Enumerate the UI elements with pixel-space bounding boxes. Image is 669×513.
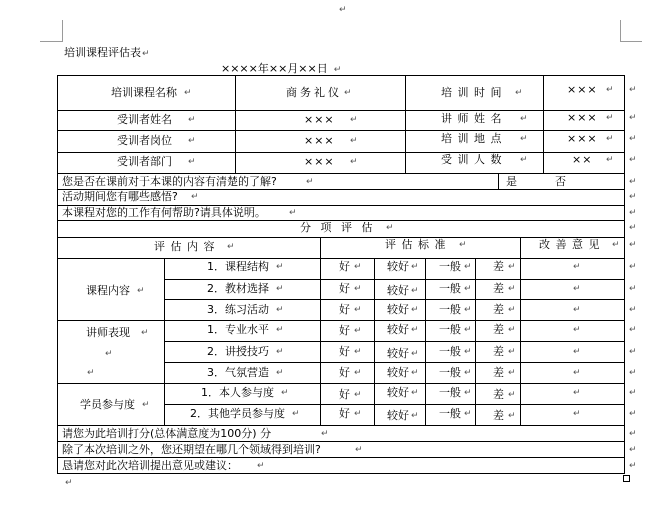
table-rule bbox=[57, 457, 625, 458]
paragraph-mark: ↵ bbox=[508, 411, 516, 421]
paragraph-mark: ↵ bbox=[606, 134, 614, 144]
paragraph-mark: ↵ bbox=[573, 284, 581, 294]
question-insights: 活动期间您有哪些感悟? bbox=[62, 190, 178, 203]
trainee-count-label: 受 训 人 数 bbox=[441, 153, 503, 166]
paragraph-mark: ↵ bbox=[573, 409, 581, 419]
paragraph-mark: ↵ bbox=[227, 242, 235, 252]
paragraph-mark: ↵ bbox=[573, 388, 581, 398]
answer-no[interactable]: 否 bbox=[555, 175, 566, 188]
paragraph-mark: ↵ bbox=[411, 262, 419, 272]
paragraph-mark: ↵ bbox=[629, 113, 637, 123]
paragraph-mark: ↵ bbox=[573, 325, 581, 335]
table-rule bbox=[57, 441, 625, 442]
table-rule bbox=[57, 425, 625, 426]
table-rule bbox=[374, 258, 375, 426]
paragraph-mark: ↵ bbox=[629, 368, 637, 378]
rating-option[interactable]: 差 bbox=[493, 345, 504, 358]
paragraph-mark: ↵ bbox=[464, 409, 472, 419]
paragraph-mark: ↵ bbox=[87, 368, 95, 378]
paragraph-mark: ↵ bbox=[629, 223, 637, 233]
rating-option[interactable]: 好 bbox=[339, 303, 350, 316]
paragraph-mark: ↵ bbox=[508, 284, 516, 294]
paragraph-mark: ↵ bbox=[629, 445, 637, 455]
paragraph-mark: ↵ bbox=[142, 400, 150, 410]
rating-option[interactable]: 好 bbox=[339, 260, 350, 273]
paragraph-mark: ↵ bbox=[276, 262, 284, 272]
paragraph-mark: ↵ bbox=[354, 305, 362, 315]
rating-option[interactable]: 较好 bbox=[387, 284, 409, 297]
doc-title bbox=[64, 44, 150, 60]
paragraph-mark: ↵ bbox=[629, 429, 637, 439]
paragraph-mark: ↵ bbox=[464, 325, 472, 335]
item-label: 1．专业水平 bbox=[207, 323, 269, 336]
item-label: 3．气氛营造 bbox=[207, 366, 269, 379]
group-label: 课程内容 bbox=[86, 284, 130, 297]
paragraph-mark: ↵ bbox=[411, 368, 419, 378]
paragraph-mark: ↵ bbox=[459, 240, 467, 250]
paragraph-mark: ↵ bbox=[276, 284, 284, 294]
crop-mark-tl-h bbox=[40, 41, 62, 42]
rating-option[interactable]: 差 bbox=[493, 323, 504, 336]
rating-option[interactable]: 差 bbox=[493, 260, 504, 273]
paragraph-mark: ↵ bbox=[188, 115, 196, 125]
paragraph-mark: ↵ bbox=[629, 192, 637, 202]
date-line bbox=[221, 60, 341, 76]
paragraph-mark: ↵ bbox=[292, 409, 300, 419]
paragraph-mark: ↵ bbox=[276, 368, 284, 378]
training-time-label: 培 训 时 间 bbox=[441, 86, 503, 99]
rating-option[interactable]: 差 bbox=[493, 303, 504, 316]
paragraph-mark-bottom: ↵ bbox=[65, 478, 73, 488]
paragraph-mark: ↵ bbox=[411, 305, 419, 315]
paragraph-mark: ↵ bbox=[257, 461, 265, 471]
lecturer-name-value: ××× bbox=[567, 111, 598, 124]
rating-option[interactable]: 较好 bbox=[387, 409, 409, 422]
paragraph-mark: ↵ bbox=[573, 347, 581, 357]
rating-option[interactable]: 一般 bbox=[439, 260, 461, 273]
table-rule bbox=[320, 258, 321, 426]
col-content-header: 评 估 内 容 bbox=[154, 240, 216, 253]
paragraph-mark: ↵ bbox=[137, 286, 145, 296]
paragraph-mark: ↵ bbox=[333, 65, 342, 75]
trainee-name-label: 受训者姓名 bbox=[117, 113, 172, 126]
rating-option[interactable]: 一般 bbox=[439, 323, 461, 336]
paragraph-mark: ↵ bbox=[606, 155, 614, 165]
rating-option[interactable]: 差 bbox=[493, 282, 504, 295]
paragraph-mark: ↵ bbox=[606, 85, 614, 95]
paragraph-mark: ↵ bbox=[411, 349, 419, 359]
paragraph-mark: ↵ bbox=[281, 388, 289, 398]
rating-option[interactable]: 差 bbox=[493, 366, 504, 379]
paragraph-mark: ↵ bbox=[629, 284, 637, 294]
rating-option[interactable]: 一般 bbox=[439, 366, 461, 379]
paragraph-mark: ↵ bbox=[629, 240, 637, 250]
table-rule bbox=[164, 279, 625, 280]
question-prior-knowledge: 您是否在课前对于本课的内容有清楚的了解? bbox=[62, 175, 277, 188]
table-rule bbox=[57, 152, 625, 153]
table-rule bbox=[235, 75, 236, 174]
table-rule bbox=[164, 341, 625, 342]
trainee-dept-label: 受训者部门 bbox=[117, 155, 172, 168]
paragraph-mark: ↵ bbox=[629, 388, 637, 398]
paragraph-mark: ↵ bbox=[464, 305, 472, 315]
paragraph-mark: ↵ bbox=[354, 390, 362, 400]
paragraph-mark: ↵ bbox=[289, 208, 297, 218]
paragraph-mark: ↵ bbox=[629, 177, 637, 187]
paragraph-mark: ↵ bbox=[573, 262, 581, 272]
paragraph-mark: ↵ bbox=[629, 85, 637, 95]
trainee-dept-value: ××× bbox=[304, 155, 335, 168]
training-place-label: 培 训 地 点 bbox=[441, 132, 503, 145]
paragraph-mark: ↵ bbox=[276, 305, 284, 315]
table-rule bbox=[164, 362, 625, 363]
paragraph-mark: ↵ bbox=[612, 240, 620, 250]
paragraph-mark: ↵ bbox=[508, 262, 516, 272]
rating-option[interactable]: 一般 bbox=[439, 303, 461, 316]
paragraph-mark: ↵ bbox=[386, 223, 394, 233]
crop-mark-tr-v bbox=[620, 20, 621, 42]
paragraph-mark: ↵ bbox=[508, 390, 516, 400]
item-label: 1．本人参与度 bbox=[201, 386, 274, 399]
paragraph-mark: ↵ bbox=[354, 368, 362, 378]
paragraph-mark: ↵ bbox=[629, 325, 637, 335]
paragraph-mark: ↵ bbox=[354, 347, 362, 357]
rating-option[interactable]: 好 bbox=[339, 407, 350, 420]
training-place-value: ××× bbox=[567, 132, 598, 145]
paragraph-mark: ↵ bbox=[464, 368, 472, 378]
paragraph-mark: ↵ bbox=[508, 325, 516, 335]
section-title: 分 项 评 估 bbox=[300, 221, 376, 234]
paragraph-mark: ↵ bbox=[276, 347, 284, 357]
paragraph-mark: ↵ bbox=[508, 347, 516, 357]
paragraph-mark: ↵ bbox=[184, 88, 192, 98]
course-name-value: 商务礼仪 bbox=[286, 86, 342, 99]
item-label: 3．练习活动 bbox=[207, 303, 269, 316]
rating-option[interactable]: 较好 bbox=[387, 386, 409, 399]
paragraph-mark: ↵ bbox=[355, 445, 363, 455]
paragraph-mark: ↵ bbox=[629, 305, 637, 315]
item-label: 1．课程结构 bbox=[207, 260, 269, 273]
paragraph-mark: ↵ bbox=[321, 429, 329, 439]
group-label: 讲师表现 bbox=[86, 326, 130, 339]
paragraph-mark: ↵ bbox=[350, 136, 358, 146]
table-rule bbox=[498, 173, 499, 190]
paragraph-mark: ↵ bbox=[464, 388, 472, 398]
rating-option[interactable]: 较好 bbox=[387, 260, 409, 273]
paragraph-mark: ↵ bbox=[629, 262, 637, 272]
table-rule bbox=[57, 173, 625, 174]
table-rule bbox=[164, 258, 165, 426]
item-label: 2．教材选择 bbox=[207, 282, 269, 295]
rating-option[interactable]: 好 bbox=[339, 388, 350, 401]
table-rule bbox=[57, 320, 165, 321]
paragraph-mark: ↵ bbox=[188, 136, 196, 146]
rating-option[interactable]: 较好 bbox=[387, 303, 409, 316]
rating-option[interactable]: 一般 bbox=[439, 282, 461, 295]
table-rule bbox=[57, 110, 625, 111]
table-rule bbox=[57, 383, 165, 384]
paragraph-mark-top: ↵ bbox=[339, 5, 347, 15]
item-label: 2．讲授技巧 bbox=[207, 345, 269, 358]
paragraph-mark: ↵ bbox=[629, 461, 637, 471]
paragraph-mark: ↵ bbox=[411, 411, 419, 421]
paragraph-mark: ↵ bbox=[606, 113, 614, 123]
table-rule bbox=[425, 258, 426, 426]
crop-mark-tr-h bbox=[620, 41, 642, 42]
paragraph-mark: ↵ bbox=[188, 157, 196, 167]
table-rule bbox=[164, 383, 625, 384]
col-suggestion-header: 改 善 意 见 bbox=[539, 238, 601, 251]
rating-option[interactable]: 差 bbox=[493, 409, 504, 422]
trainee-name-value: ××× bbox=[304, 113, 335, 126]
paragraph-mark: ↵ bbox=[629, 155, 637, 165]
group-label: 学员参与度 bbox=[80, 398, 135, 411]
paragraph-mark: ↵ bbox=[350, 115, 358, 125]
paragraph-mark: ↵ bbox=[629, 208, 637, 218]
date-text: ××××年××月××日 bbox=[221, 62, 328, 75]
paragraph-mark: ↵ bbox=[629, 134, 637, 144]
paragraph-mark: ↵ bbox=[464, 347, 472, 357]
table-rule bbox=[624, 75, 625, 474]
rating-option[interactable]: 好 bbox=[339, 345, 350, 358]
table-rule bbox=[164, 404, 625, 405]
crop-mark-tl-v bbox=[62, 20, 63, 42]
rating-option[interactable]: 较好 bbox=[387, 347, 409, 360]
paragraph-mark: ↵ bbox=[191, 192, 199, 202]
col-standard-header: 评 估 标 准 bbox=[385, 238, 447, 251]
doc-title-text: 培训课程评估表 bbox=[64, 46, 141, 59]
paragraph-mark: ↵ bbox=[464, 262, 472, 272]
paragraph-mark: ↵ bbox=[141, 328, 149, 338]
table-rule bbox=[57, 473, 625, 474]
table-rule bbox=[405, 75, 406, 174]
table-rule bbox=[475, 258, 476, 426]
paragraph-mark: ↵ bbox=[629, 347, 637, 357]
paragraph-mark: ↵ bbox=[411, 286, 419, 296]
paragraph-mark: ↵ bbox=[354, 326, 362, 336]
rating-option[interactable]: 较好 bbox=[387, 366, 409, 379]
answer-yes[interactable]: 是 bbox=[506, 175, 517, 188]
score-question: 请您为此培训打分(总体满意度为100分) 分 bbox=[62, 427, 272, 440]
other-fields-question: 除了本次培训之外，您还期望在哪几个领域得到培训? bbox=[62, 443, 321, 456]
advice-prompt: 恳请您对此次培训提出意见或建议： bbox=[62, 459, 238, 472]
rating-option[interactable]: 好 bbox=[339, 366, 350, 379]
question-work-help: 本课程对您的工作有何帮助?请具体说明。 bbox=[62, 206, 266, 219]
rating-option[interactable]: 较好 bbox=[387, 323, 409, 336]
table-rule bbox=[320, 237, 321, 259]
rating-option[interactable]: 一般 bbox=[439, 407, 461, 420]
rating-option[interactable]: 好 bbox=[339, 324, 350, 337]
paragraph-mark: ↵ bbox=[573, 368, 581, 378]
paragraph-mark: ↵ bbox=[508, 305, 516, 315]
paragraph-mark: ↵ bbox=[411, 388, 419, 398]
paragraph-mark: ↵ bbox=[344, 88, 352, 98]
paragraph-mark: ↵ bbox=[520, 134, 528, 144]
paragraph-mark: ↵ bbox=[515, 88, 523, 98]
table-rule bbox=[520, 237, 521, 259]
table-rule bbox=[57, 258, 625, 259]
table-rule bbox=[164, 320, 625, 321]
paragraph-mark: ↵ bbox=[573, 305, 581, 315]
table-rule bbox=[57, 75, 58, 474]
paragraph-mark: ↵ bbox=[464, 284, 472, 294]
paragraph-mark: ↵ bbox=[629, 409, 637, 419]
training-time-value: ××× bbox=[567, 83, 598, 96]
paragraph-mark: ↵ bbox=[354, 284, 362, 294]
paragraph-mark: ↵ bbox=[354, 409, 362, 419]
paragraph-mark: ↵ bbox=[508, 368, 516, 378]
rating-option[interactable]: 差 bbox=[493, 388, 504, 401]
table-resize-handle[interactable] bbox=[623, 475, 630, 482]
trainee-post-label: 受训者岗位 bbox=[117, 134, 172, 147]
paragraph-mark: ↵ bbox=[306, 177, 314, 187]
paragraph-mark: ↵ bbox=[276, 325, 284, 335]
paragraph-mark: ↵ bbox=[411, 325, 419, 335]
course-name-label: 培训课程名称 bbox=[111, 86, 177, 99]
trainee-count-value: ×× bbox=[572, 153, 593, 166]
lecturer-name-label: 讲 师 姓 名 bbox=[441, 112, 503, 125]
rating-option[interactable]: 好 bbox=[339, 282, 350, 295]
rating-option[interactable]: 一般 bbox=[439, 345, 461, 358]
table-rule bbox=[57, 130, 625, 131]
paragraph-mark: ↵ bbox=[142, 49, 150, 59]
table-rule bbox=[164, 299, 625, 300]
paragraph-mark: ↵ bbox=[520, 114, 528, 124]
paragraph-mark: ↵ bbox=[105, 349, 113, 359]
item-label: 2．其他学员参与度 bbox=[190, 407, 285, 420]
trainee-post-value: ××× bbox=[304, 134, 335, 147]
paragraph-mark: ↵ bbox=[520, 155, 528, 165]
table-rule bbox=[57, 75, 625, 76]
table-rule bbox=[543, 75, 544, 174]
rating-option[interactable]: 一般 bbox=[439, 386, 461, 399]
paragraph-mark: ↵ bbox=[354, 262, 362, 272]
paragraph-mark: ↵ bbox=[350, 157, 358, 167]
table-rule bbox=[520, 258, 521, 426]
